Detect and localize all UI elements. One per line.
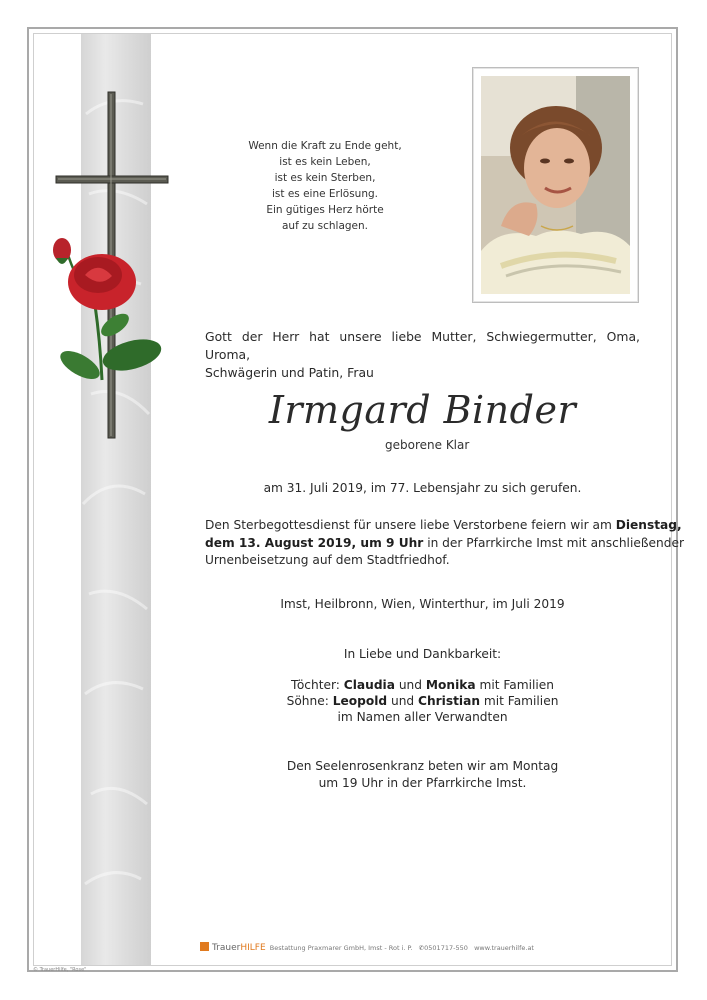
death-date-line: am 31. Juli 2019, im 77. Lebensjahr zu sich gerufen.: [263, 481, 582, 495]
poem-line: ist es eine Erlösung.: [271, 188, 378, 200]
sons-line: [205, 694, 640, 708]
service-text: in der Pfarrkirche Imst mit anschließender: [423, 535, 684, 550]
thanks-line: In Liebe und Dankbarkeit:: [343, 647, 502, 661]
cross-with-rose-icon: [40, 90, 180, 450]
places-line: Imst, Heilbronn, Wien, Winterthur, im Juli 2019: [280, 597, 565, 611]
daughters-label: Töchter:: [291, 678, 344, 692]
phone-number: ✆0501717-550: [418, 944, 468, 952]
poem-line: Wenn die Kraft zu Ende geht,: [248, 140, 402, 152]
poem-line: ist es kein Leben,: [279, 156, 371, 168]
website-link[interactable]: www.trauerhilfe.at: [474, 944, 534, 952]
service-day: Dienstag,: [615, 518, 682, 532]
logo-text-accent: HILFE: [240, 943, 266, 953]
service-paragraph: [205, 517, 684, 570]
copyright-note: © TrauerHilfe, "Rose": [33, 967, 87, 973]
conjunction: und: [387, 694, 419, 708]
intro-line: Schwägerin und Patin, Frau: [205, 365, 374, 380]
footer: [200, 942, 534, 953]
trauerhilfe-logo: [200, 943, 266, 953]
conjunction: und: [394, 678, 426, 692]
service-text: Urnenbeisetzung auf dem Stadtfriedhof.: [205, 553, 450, 567]
son-name: Christian: [418, 694, 481, 708]
rosary-line: um 19 Uhr in der Pfarrkirche Imst.: [318, 776, 527, 790]
portrait-frame: [472, 67, 639, 303]
maiden-name: geborene Klar: [385, 438, 470, 452]
daughter-name: Monika: [425, 678, 476, 692]
sons-suffix: mit Familien: [480, 694, 559, 708]
relatives-line: im Namen aller Verwandten: [337, 710, 508, 724]
service-text: Den Sterbegottesdienst für unsere liebe Verstorbene feiern wir am: [205, 518, 616, 532]
intro-line: Gott der Herr hat unsere liebe Mutter, Schwiegermutter, Oma, Uroma,: [205, 329, 640, 362]
poem-line: Ein gütiges Herz hörte: [266, 204, 384, 216]
logo-icon: [200, 942, 209, 951]
daughter-name: Claudia: [343, 678, 395, 692]
company-name: Bestattung Praxmarer GmbH, Imst - Rot i. P.: [269, 944, 413, 952]
rosary-line: Den Seelenrosenkranz beten wir am Montag: [286, 759, 559, 773]
poem-line: ist es kein Sterben,: [274, 172, 376, 184]
sons-label: Söhne:: [286, 694, 333, 708]
portrait-photo: [481, 76, 630, 294]
logo-text: Trauer: [212, 943, 241, 953]
service-date-time: dem 13. August 2019, um 9 Uhr: [205, 535, 424, 550]
poem: [225, 138, 425, 234]
daughters-line: [205, 678, 640, 692]
son-name: Leopold: [332, 694, 388, 708]
intro-text: [205, 328, 640, 382]
daughters-suffix: mit Familien: [475, 678, 554, 692]
deceased-name: Irmgard Binder: [268, 388, 577, 432]
poem-line: auf zu schlagen.: [282, 220, 368, 232]
